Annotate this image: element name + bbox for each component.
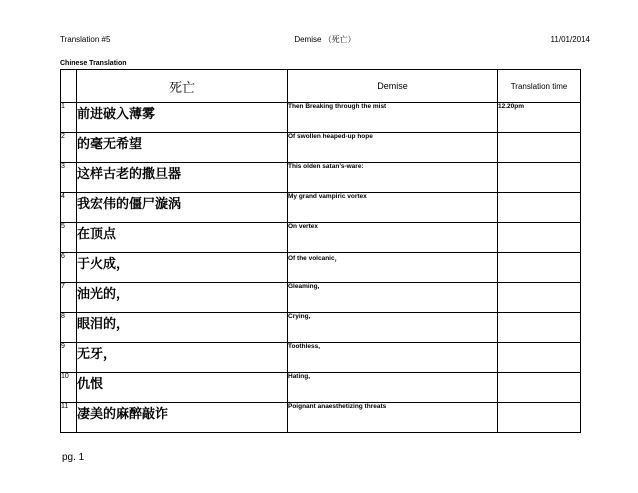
row-number: 10 <box>61 373 77 403</box>
page-header <box>60 34 590 46</box>
row-number: 1 <box>61 103 77 133</box>
column-header-time: Translation time <box>498 70 581 103</box>
translation-time <box>498 163 581 193</box>
english-line: Hating, <box>288 373 498 403</box>
chinese-line: 仇恨 <box>77 373 288 403</box>
translation-time <box>498 283 581 313</box>
row-number: 7 <box>61 283 77 313</box>
column-header-chinese: 死亡 <box>77 70 288 103</box>
chinese-line: 眼泪的， <box>77 313 288 343</box>
row-number: 8 <box>61 313 77 343</box>
table-row <box>61 163 581 193</box>
page-number: pg. 1 <box>62 452 85 463</box>
translation-time <box>498 373 581 403</box>
english-line: On vertex <box>288 223 498 253</box>
english-line: My grand vampiric vortex <box>288 193 498 223</box>
column-header-number <box>61 70 77 103</box>
table-row <box>61 253 581 283</box>
header-left-title: Translation #5 <box>60 35 111 44</box>
english-line: Of swollen heaped-up hope <box>288 133 498 163</box>
english-line: Toothless, <box>288 343 498 373</box>
chinese-line: 无牙， <box>77 343 288 373</box>
table-row <box>61 133 581 163</box>
table-row <box>61 373 581 403</box>
table-row <box>61 343 581 373</box>
translation-time <box>498 223 581 253</box>
table-row <box>61 313 581 343</box>
chinese-line: 于火成， <box>77 253 288 283</box>
table-row <box>61 403 581 433</box>
table-row <box>61 193 581 223</box>
english-line: Crying, <box>288 313 498 343</box>
english-line: This olden satan’s-ware: <box>288 163 498 193</box>
row-number: 9 <box>61 343 77 373</box>
chinese-line: 前进破入薄雾 <box>77 103 288 133</box>
row-number: 11 <box>61 403 77 433</box>
translation-table <box>60 69 581 433</box>
row-number: 5 <box>61 223 77 253</box>
row-number: 4 <box>61 193 77 223</box>
english-line: Then Breaking through the mist <box>288 103 498 133</box>
chinese-line: 我宏伟的僵尸漩涡 <box>77 193 288 223</box>
table-row <box>61 223 581 253</box>
translation-time <box>498 253 581 283</box>
chinese-line: 在顶点 <box>77 223 288 253</box>
translation-time <box>498 313 581 343</box>
translation-time: 12.20pm <box>498 103 581 133</box>
row-number: 3 <box>61 163 77 193</box>
header-center-title: Demise （死亡） <box>294 35 356 44</box>
chinese-line: 的毫无希望 <box>77 133 288 163</box>
translation-time <box>498 403 581 433</box>
column-header-english: Demise <box>288 70 498 103</box>
section-subtitle: Chinese Translation <box>60 60 127 67</box>
chinese-line: 这样古老的撒旦器 <box>77 163 288 193</box>
table-header-row <box>61 70 581 103</box>
chinese-line: 凄美的麻醉敲诈 <box>77 403 288 433</box>
header-date: 11/01/2014 <box>550 35 590 44</box>
english-line: Gleaming, <box>288 283 498 313</box>
translation-time <box>498 193 581 223</box>
table-row <box>61 283 581 313</box>
english-line: Of the volcanic， <box>288 253 498 283</box>
row-number: 6 <box>61 253 77 283</box>
chinese-line: 油光的， <box>77 283 288 313</box>
translation-time <box>498 133 581 163</box>
table-row <box>61 103 581 133</box>
translation-time <box>498 343 581 373</box>
english-line: Poignant anaesthetizing threats <box>288 403 498 433</box>
row-number: 2 <box>61 133 77 163</box>
